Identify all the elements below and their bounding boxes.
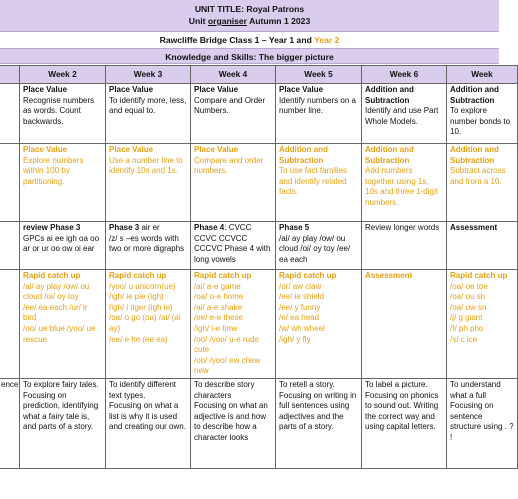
cell-text: To explore fairy tales. Focusing on prediction, identifying what a fairy tale is, and parts of a story. xyxy=(23,379,99,432)
cell-text: Identify numbers on a number line. xyxy=(279,95,356,116)
cell-title: Phase 5 xyxy=(279,223,310,232)
cell-title: Place Value xyxy=(194,85,239,94)
plan-cell xyxy=(447,222,518,270)
plan-cell xyxy=(106,222,191,270)
cell-title: Addition and Subtraction xyxy=(365,85,414,105)
cell-title: Place Value xyxy=(109,145,154,154)
cell-text: To explore number bonds to 10. xyxy=(450,106,511,137)
plan-cell xyxy=(191,144,276,222)
cell-title: Place Value xyxy=(23,85,68,94)
plan-cell xyxy=(106,378,191,468)
row-maths-y1 xyxy=(0,84,518,144)
week-header: Week xyxy=(447,66,518,84)
cell-text: /ai/ ay play /ow/ ou cloud /oi/ oy toy /ee/ ea each xyxy=(279,233,351,264)
plan-cell xyxy=(106,84,191,144)
cell-title: Addition and Subtraction xyxy=(279,145,328,165)
cell-text: Identify and use Part Whole Models. xyxy=(365,106,439,126)
cell-title: Place Value xyxy=(23,145,68,154)
cell-title: Place Value xyxy=(279,85,324,94)
unit-title: UNIT TITLE: Royal Patrons xyxy=(194,4,305,14)
row-label-strip xyxy=(0,144,20,222)
week-header: Week 2 xyxy=(20,66,106,84)
row-label-strip: ence xyxy=(0,378,20,468)
plan-cell xyxy=(447,144,518,222)
plan-cell xyxy=(362,378,447,468)
cell-text: To identify more, less, and equal to. xyxy=(109,95,187,116)
plan-cell xyxy=(20,84,106,144)
cell-text: /ai/ ay play /ow/ ou cloud /oi/ oy toy /ee/ ea each /ur/ ir bird /oo/ ue blue /yoo/ ue rescue xyxy=(23,281,96,344)
cell-text: /z/ s –es words with two or more digraphs xyxy=(109,233,185,254)
plan-cell xyxy=(20,222,106,270)
plan-cell xyxy=(447,84,518,144)
week-header-row xyxy=(0,66,518,84)
row-phonics-y1 xyxy=(0,222,518,270)
plan-cell xyxy=(106,270,191,379)
year2-label: Year 2 xyxy=(314,35,340,45)
cell-title: Phase 4: CVCC CCVC CCVCC CCCVC Phase 4 with long vowels xyxy=(194,223,271,264)
row-label-strip xyxy=(0,222,20,270)
cell-text: Use a number line to identify 10s and 1s. xyxy=(109,155,183,176)
cell-title: Rapid catch up xyxy=(450,271,508,280)
cell-title: review Phase 3 xyxy=(23,223,81,232)
cell-text: /oa/ oe toe /oa/ ou sh /oa/ ow sn /j/ g giant /f/ ph pho /s/ c ice xyxy=(450,281,488,344)
cell-title: Rapid catch up xyxy=(23,271,81,280)
unit-title-header xyxy=(0,0,499,32)
cell-text: To identify different text types. Focusing on what a list is why it is used and creating our own. xyxy=(109,379,186,432)
organiser-word: organiser xyxy=(207,16,248,26)
class-line: Rawcliffe Bridge Class 1 – Year 1 and Year 2 xyxy=(0,32,499,48)
row-label-strip xyxy=(0,270,20,379)
cell-title: Rapid catch up xyxy=(279,271,337,280)
cell-title: Addition and Subtraction xyxy=(450,145,499,165)
cell-text: Review longer words xyxy=(365,223,440,232)
curriculum-grid xyxy=(0,65,518,469)
cell-title: Assessment xyxy=(450,223,498,232)
cell-title-suffix: air er xyxy=(139,223,160,232)
plan-cell xyxy=(447,270,518,379)
week-header: Week 5 xyxy=(276,66,362,84)
week-header: Week 6 xyxy=(362,66,447,84)
cell-text: /or/ aw claw /ee/ ie shield /ee/ y funny /e/ ea head /w/ wh wheel /igh/ y fly xyxy=(279,281,325,344)
row-english xyxy=(0,378,518,468)
week-header-blank xyxy=(0,66,20,84)
cell-text: Subtract across and from a 10. xyxy=(450,166,506,186)
week-header: Week 3 xyxy=(106,66,191,84)
cell-title-suffix: : CVCC CCVC CCVCC CCCVC Phase 4 with long vowels xyxy=(194,223,271,264)
plan-cell xyxy=(191,378,276,468)
plan-cell xyxy=(362,222,447,270)
cell-title: Place Value xyxy=(109,85,154,94)
row-label-strip xyxy=(0,84,20,144)
cell-text: To understand what a full Focusing on sentence structure using . ? ! xyxy=(450,379,514,442)
cell-text: Explore numbers within 100 by partitioning. xyxy=(23,155,84,186)
cell-title: Addition and Subtraction xyxy=(450,85,499,105)
cell-text: To use fact families and identify related facts. xyxy=(279,166,348,197)
plan-cell xyxy=(106,144,191,222)
unit-organiser-line: Unit organiser Autumn 1 2023 xyxy=(188,16,311,26)
row-phonics-y2 xyxy=(0,270,518,379)
cell-text: Add numbers together using 1s, 10s and three 1-digit numbers. xyxy=(365,166,438,207)
row-maths-y2 xyxy=(0,144,518,222)
cell-title: Rapid catch up xyxy=(194,271,252,280)
cell-text: Compare and Order Numbers. xyxy=(194,95,266,116)
plan-cell xyxy=(191,270,276,379)
plan-cell xyxy=(362,270,447,379)
plan-cell xyxy=(20,378,106,468)
cell-text: To describe story characters Focusing on what an adjective is and how to describe how a character looks xyxy=(194,379,268,442)
plan-cell xyxy=(20,144,106,222)
cell-text: To retell a story. Focusing on writing in full sentences using adjectives and the parts of a story. xyxy=(279,379,357,432)
cell-text: /ai/ a-e game /oa/ o-e home /ai/ a-e shake /ee/ e-e these /igh/ i-e time /oo/ /yoo/ u-e rude cute /oo/ /yoo/ ew chew new xyxy=(194,281,261,376)
plan-cell xyxy=(276,84,362,144)
cell-title: Assessment xyxy=(365,271,413,280)
cell-title: Addition and Subtraction xyxy=(365,145,414,165)
plan-cell xyxy=(191,84,276,144)
cell-title: Place Value xyxy=(194,145,239,154)
plan-cell xyxy=(20,270,106,379)
week-header: Week 4 xyxy=(191,66,276,84)
plan-cell xyxy=(276,144,362,222)
plan-cell xyxy=(276,378,362,468)
knowledge-skills-banner: Knowledge and Skills: The bigger picture xyxy=(0,48,499,64)
cell-text: Recognise numbers as words. Count backwards. xyxy=(23,95,95,126)
plan-cell xyxy=(362,84,447,144)
plan-cell xyxy=(447,378,518,468)
cell-title: Phase 3 air er xyxy=(109,223,160,232)
plan-cell xyxy=(276,222,362,270)
plan-cell xyxy=(362,144,447,222)
cell-text: Compare and order numbers. xyxy=(194,155,264,176)
cell-text: /yoo/ u unicorn(ue) /igh/ ie pie (igh) /igh/ i tiger (igh ie) /oa/ o go (oa) /ai/ (ai ay) /ee/ e he (ee ea) xyxy=(109,281,181,344)
cell-title: Rapid catch up xyxy=(109,271,167,280)
cell-text: GPCs ai ee igh oa oo ar or ur oo ow oi ear xyxy=(23,233,100,254)
cell-text: To label a picture. Focusing on phonics to sound out. Writing the correct way and using capital letters. xyxy=(365,379,439,432)
plan-cell xyxy=(276,270,362,379)
plan-cell xyxy=(191,222,276,270)
